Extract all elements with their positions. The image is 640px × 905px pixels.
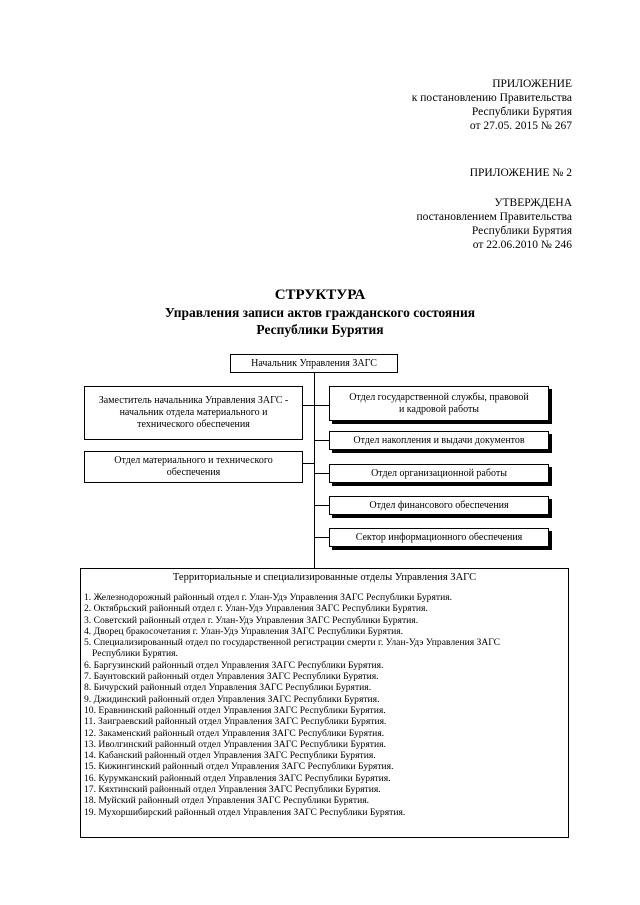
organizational-connector [314, 473, 329, 474]
appendix-line-3: от 27.05. 2015 № 267 [469, 120, 572, 132]
list-item: 2. Октябрьский районный отдел г. Улан-Удэ Управления ЗАГС Республики Бурятия. [84, 603, 428, 615]
list-item: 16. Курумканский районный отдел Управления ЗАГС Республики Бурятия. [84, 772, 391, 784]
deputy-line-2: начальник отдела материального и [119, 407, 268, 418]
approval-block [416, 196, 572, 252]
doc-title: СТРУКТУРА [274, 287, 366, 303]
approved-title: УТВЕРЖДЕНА [494, 197, 572, 209]
deputy-line-1: Заместитель начальника Управления ЗАГС - [98, 395, 289, 406]
head-label: Начальник Управления ЗАГС [251, 357, 377, 369]
civil-service-dept-box [329, 386, 549, 421]
doc-subtitle-1: Управления записи актов гражданского состояния [164, 305, 476, 320]
documents-dept-box [329, 431, 549, 450]
civil-service-line-2: и кадровой работы [398, 403, 480, 415]
it-sector-box [329, 528, 549, 547]
list-item: 19. Мухоршибирский районный отдел Управления ЗАГС Республики Бурятия. [84, 806, 406, 818]
approved-line-1: постановлением Правительства [416, 211, 572, 223]
appendix-header [412, 77, 572, 133]
financial-dept-box [329, 496, 549, 515]
list-item: 14. Кабанский районный отдел Управления ЗАГС Республики Бурятия. [84, 750, 376, 762]
material-dept-box [84, 451, 303, 483]
list-item: 4. Дворец бракосочетания г. Улан-Удэ Управления ЗАГС Республики Бурятия. [84, 625, 404, 637]
appendix-line-2: Республики Бурятия [471, 106, 572, 118]
list-item: Республики Бурятия. [92, 648, 178, 660]
organizational-label: Отдел организационной работы [371, 467, 507, 479]
approved-line-3: от 22.06.2010 № 246 [472, 239, 572, 251]
material-line-2: обеспечения [166, 467, 221, 478]
appendix-line-1: к постановлению Правительства [411, 92, 572, 104]
territorial-list [84, 592, 500, 818]
head-box [230, 354, 398, 373]
documents-label: Отдел накопления и выдачи документов [353, 434, 525, 446]
main-vertical-connector [314, 373, 315, 568]
list-item: 18. Муйский районный отдел Управления ЗАГС Республики Бурятия. [84, 795, 370, 807]
appendix-title: ПРИЛОЖЕНИЕ [492, 78, 572, 90]
list-item: 8. Бичурский районный отдел Управления ЗАГС Республики Бурятия. [84, 682, 372, 694]
list-item: 5. Специализированный отдел по государственной регистрации смерти г. Улан-Удэ Управления ЗАГС [84, 637, 501, 649]
list-item: 10. Еравнинский районный отдел Управления ЗАГС Республики Бурятия. [84, 704, 386, 716]
it-sector-connector [314, 537, 329, 538]
deputy-line-3: технического обеспечения [137, 419, 250, 430]
list-item: 11. Заиграевский районный отдел Управления ЗАГС Республики Бурятия. [84, 716, 387, 728]
appendix-2-label: ПРИЛОЖЕНИЕ № 2 [469, 167, 572, 179]
organizational-dept-box [329, 464, 549, 483]
material-connector [303, 463, 314, 464]
doc-subtitle-2: Республики Бурятия [256, 322, 384, 337]
territorial-title: Территориальные и специализированные отделы Управления ЗАГС [172, 572, 477, 583]
list-item: 6. Баргузинский районный отдел Управления ЗАГС Республики Бурятия. [84, 659, 384, 671]
list-item: 13. Иволгинский районный отдел Управления ЗАГС Республики Бурятия. [84, 738, 386, 750]
list-item: 3. Советский районный отдел г. Улан-Удэ Управления ЗАГС Республики Бурятия. [84, 614, 419, 626]
list-item: 1. Железнодорожный районный отдел г. Улан-Удэ Управления ЗАГС Республики Бурятия. [84, 592, 453, 603]
list-item: 15. Кижингинский районный отдел Управления ЗАГС Республики Бурятия. [84, 761, 394, 773]
list-item: 9. Джидинский районный отдел Управления ЗАГС Республики Бурятия. [84, 693, 380, 705]
list-item: 17. Кяхтинский районный отдел Управления ЗАГС Республики Бурятия. [84, 784, 381, 796]
financial-label: Отдел финансового обеспечения [369, 499, 509, 511]
it-sector-label: Сектор информационного обеспечения [355, 531, 523, 543]
civil-service-line-1: Отдел государственной службы, правовой [349, 391, 529, 403]
list-item: 12. Закаменский районный отдел Управления ЗАГС Республики Бурятия. [84, 727, 385, 739]
documents-connector [314, 440, 329, 441]
financial-connector [314, 505, 329, 506]
material-line-1: Отдел материального и технического [114, 455, 273, 466]
list-item: 7. Баунтовский районный отдел Управления ЗАГС Республики Бурятия. [84, 671, 379, 683]
approved-line-2: Республики Бурятия [471, 225, 572, 237]
deputy-connector [303, 405, 329, 406]
deputy-box [84, 386, 303, 440]
